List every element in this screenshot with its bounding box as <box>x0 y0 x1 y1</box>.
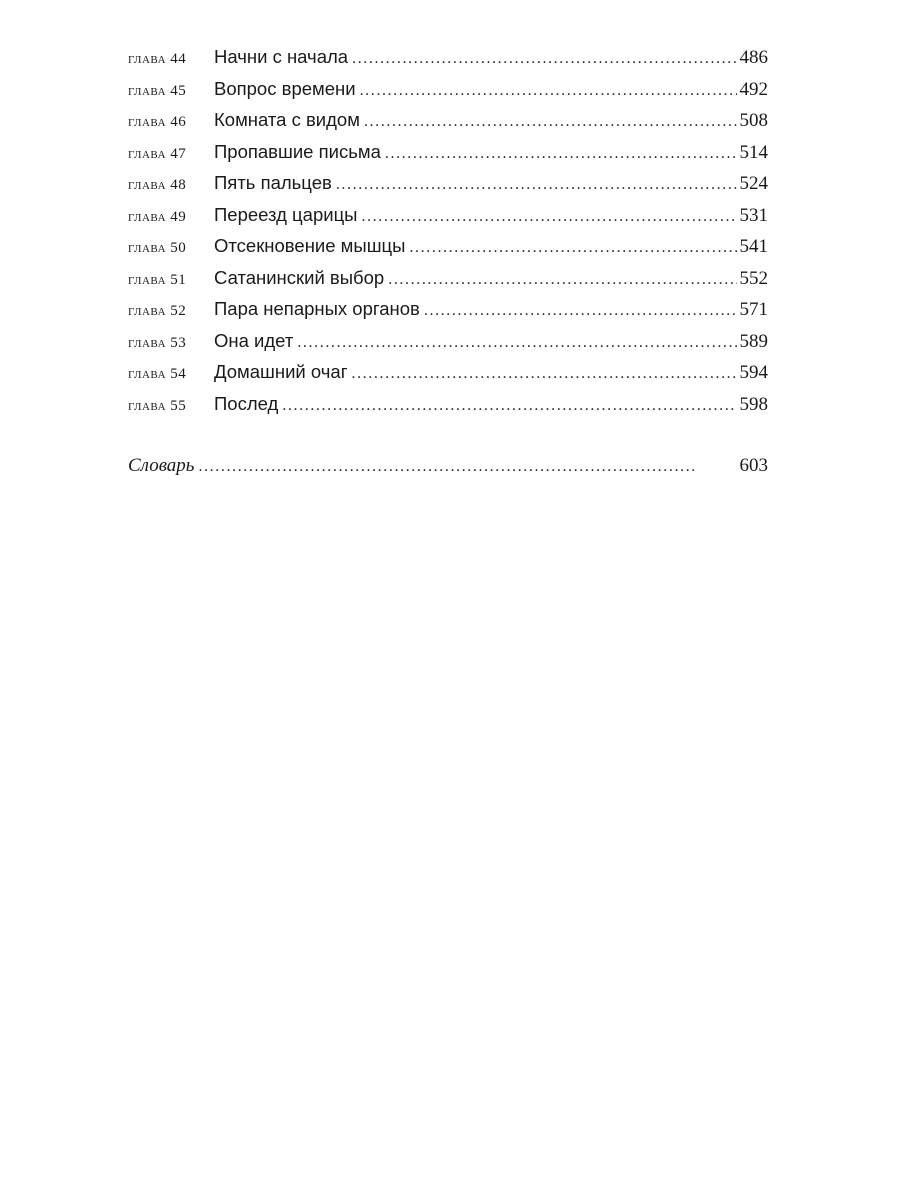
chapter-label <box>128 52 214 67</box>
chapter-number: 45 <box>170 82 187 99</box>
toc-entry-chapter-53[interactable] <box>128 329 768 364</box>
page-number: 594 <box>739 362 768 383</box>
chapter-label <box>128 241 214 256</box>
page-number: 508 <box>739 110 768 131</box>
chapter-word: глава <box>128 114 167 130</box>
dot-leader <box>424 303 737 319</box>
toc-entry-chapter-52[interactable] <box>128 300 768 332</box>
chapter-title: Домашний очаг <box>214 361 348 382</box>
chapter-title: Пара непарных органов <box>214 298 420 319</box>
chapter-number: 50 <box>170 240 187 256</box>
table-of-contents <box>128 48 768 488</box>
chapter-title: Пять пальцев <box>214 172 332 193</box>
chapter-label <box>128 399 214 414</box>
toc-entry-chapter-54[interactable] <box>128 363 768 395</box>
dot-leader <box>352 51 736 67</box>
page-number: 603 <box>739 455 768 476</box>
toc-entry-chapter-48[interactable] <box>128 174 768 206</box>
toc-entry-chapter-55[interactable] <box>128 392 768 427</box>
dot-leader <box>336 177 737 193</box>
dictionary-title: Словарь <box>128 455 195 476</box>
toc-entry-chapter-49[interactable] <box>128 203 768 238</box>
dot-leader <box>282 398 736 414</box>
chapter-title: Начни с начала <box>214 46 349 67</box>
chapter-label <box>128 273 214 288</box>
chapter-number: 54 <box>170 366 187 382</box>
chapter-word: глава <box>128 303 167 319</box>
page-number: 514 <box>739 141 768 163</box>
chapter-number: 55 <box>170 397 187 414</box>
toc-entry-chapter-45[interactable] <box>128 77 768 112</box>
dot-leader <box>198 459 736 475</box>
dot-leader <box>388 272 736 288</box>
dot-leader <box>361 209 736 225</box>
chapter-label <box>128 304 214 319</box>
page-number: 589 <box>739 330 768 352</box>
chapter-word: глава <box>128 177 167 193</box>
page-number: 486 <box>739 47 768 68</box>
page-number: 552 <box>739 267 768 289</box>
chapter-word: глава <box>128 240 167 256</box>
dot-leader <box>297 335 736 351</box>
chapter-title: Послед <box>214 392 279 414</box>
dot-leader <box>409 240 736 256</box>
chapter-title: Отсекновение мышцы <box>214 235 406 256</box>
page-number: 524 <box>739 173 768 194</box>
chapter-word: глава <box>128 208 167 225</box>
chapter-label <box>128 115 214 130</box>
chapter-title: Вопрос времени <box>214 77 356 99</box>
section-spacer <box>128 426 768 456</box>
page-number: 541 <box>739 236 768 257</box>
dot-leader <box>364 114 737 130</box>
chapter-word: глава <box>128 334 167 351</box>
toc-entry-chapter-47[interactable] <box>128 140 768 175</box>
chapter-word: глава <box>128 82 167 99</box>
chapter-label <box>128 84 214 99</box>
chapter-label <box>128 147 214 162</box>
chapter-title: Сатанинский выбор <box>214 266 385 288</box>
page-number: 598 <box>739 393 768 415</box>
chapter-title: Пропавшие письма <box>214 140 381 162</box>
page-number: 492 <box>739 78 768 100</box>
toc-entry-dictionary[interactable] <box>128 456 768 488</box>
chapter-number: 49 <box>170 208 187 225</box>
toc-entry-chapter-44[interactable] <box>128 48 768 80</box>
toc-entry-chapter-50[interactable] <box>128 237 768 269</box>
dot-leader <box>385 146 737 162</box>
chapter-word: глава <box>128 145 167 162</box>
chapter-word: глава <box>128 366 167 382</box>
chapter-title: Она идет <box>214 329 294 351</box>
chapter-label <box>128 367 214 382</box>
toc-entry-chapter-46[interactable] <box>128 111 768 143</box>
chapter-number: 44 <box>170 51 187 67</box>
chapter-word: глава <box>128 51 167 67</box>
page-number: 531 <box>739 204 768 226</box>
page-number: 571 <box>739 299 768 320</box>
chapter-title: Комната с видом <box>214 109 360 130</box>
toc-entry-chapter-51[interactable] <box>128 266 768 301</box>
chapter-number: 46 <box>170 114 187 130</box>
chapter-word: глава <box>128 397 167 414</box>
chapter-number: 48 <box>170 177 187 193</box>
chapter-number: 51 <box>170 271 187 288</box>
chapter-label <box>128 336 214 351</box>
dot-leader <box>351 366 736 382</box>
chapter-label <box>128 210 214 225</box>
chapter-number: 53 <box>170 334 187 351</box>
chapter-label <box>128 178 214 193</box>
chapter-word: глава <box>128 271 167 288</box>
chapter-title: Переезд царицы <box>214 203 358 225</box>
dot-leader <box>360 83 737 99</box>
chapter-number: 47 <box>170 145 187 162</box>
chapter-number: 52 <box>170 303 187 319</box>
